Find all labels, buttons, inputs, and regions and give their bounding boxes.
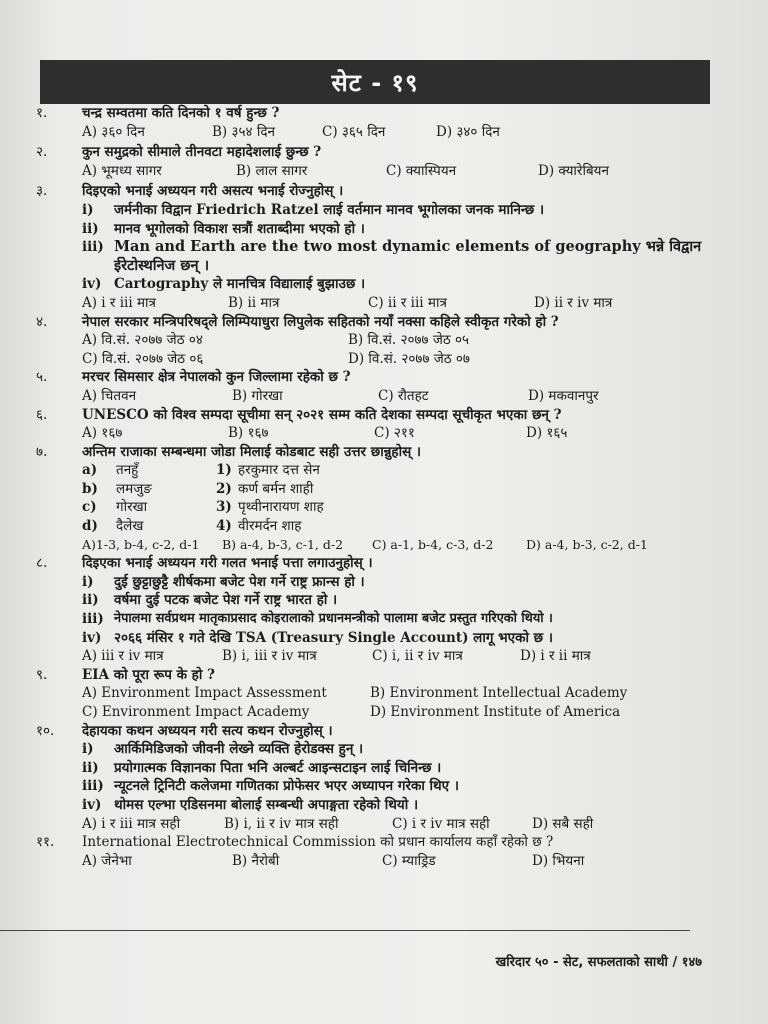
options-row <box>36 536 716 555</box>
options-row <box>36 703 716 722</box>
statement <box>36 220 716 239</box>
question-text: International Electrotechnical Commission को प्रधान कार्यालय कहाँ रहेको छ ? <box>82 834 554 851</box>
option-d: D) १६५ <box>526 425 568 442</box>
match-right-number: 3) <box>216 499 232 516</box>
match-right-value: हरकुमार दत्त सेन <box>238 462 320 479</box>
statement-number: iv) <box>82 796 102 813</box>
option-c: C) Environment Impact Academy <box>82 704 310 720</box>
option-b: B) i, iii र iv मात्र <box>222 648 317 665</box>
option-b: B) लाल सागर <box>236 162 308 179</box>
statement-text: मानव भूगोलको विकाश सत्रौं शताब्दीमा भएको हो । <box>114 220 365 237</box>
question-text: EIA को पूरा रूप के हो ? <box>82 666 215 683</box>
option-b: B) a-4, b-3, c-1, d-2 <box>222 536 344 552</box>
options-row <box>36 684 716 703</box>
question-4 <box>36 313 716 332</box>
statement-text: Man and Earth are the two most dynamic elements of geography भन्ने विद्वान ईरेटोस्थनिज छन् । <box>114 238 702 274</box>
option-b: B) i, ii र iv मात्र सही <box>224 815 339 832</box>
page-footer: खरिदार ५० - सेट, सफलताको साथी / १४७ <box>495 955 702 970</box>
question-10 <box>36 722 716 741</box>
question-number: ८. <box>36 555 48 572</box>
options-row <box>36 852 716 871</box>
match-left-value: दैलेख <box>116 518 144 535</box>
set-title: सेट - १९ <box>331 68 419 97</box>
question-list <box>36 104 716 870</box>
option-c: C) ३६५ दिन <box>322 123 386 140</box>
statement-number: iii) <box>82 778 104 795</box>
options-row <box>36 815 716 834</box>
statement-number: ii) <box>82 220 99 237</box>
match-left-label: d) <box>82 518 98 535</box>
match-left-label: b) <box>82 480 98 497</box>
match-right-number: 1) <box>216 462 232 479</box>
statement <box>36 777 716 796</box>
statement-text: Cartography ले मानचित्र विद्यालाई बुझाउछ । <box>114 276 366 293</box>
option-d: D) क्यारेबियन <box>538 162 609 179</box>
match-row <box>36 461 716 480</box>
option-b: B) नैरोबी <box>232 852 280 869</box>
options-row <box>36 387 716 406</box>
question-8 <box>36 554 716 573</box>
statement-text: २०६६ मंसिर १ गते देखि TSA (Treasury Single Account) लागू भएको छ । <box>114 629 553 646</box>
option-c: C) वि.सं. २०७७ जेठ ०६ <box>82 350 204 367</box>
question-number: ७. <box>36 443 48 460</box>
question-text: कुन समुद्रको सीमाले तीनवटा महादेशलाई छुन्छ ? <box>82 144 322 161</box>
question-number: ९. <box>36 666 48 683</box>
question-number: १०. <box>36 722 55 739</box>
statement-number: iii) <box>82 611 104 628</box>
question-text: मरचर सिमसार क्षेत्र नेपालको कुन जिल्लामा रहेको छ ? <box>82 369 351 386</box>
statement-number: i) <box>82 573 94 590</box>
statement <box>36 201 716 220</box>
option-a: A) i र iii मात्र <box>82 294 156 311</box>
question-number: ६. <box>36 406 48 423</box>
option-a: A) वि.सं. २०७७ जेठ ०४ <box>82 332 203 349</box>
option-d: D) i र ii मात्र <box>520 648 591 665</box>
option-a: A) Environment Impact Assessment <box>82 685 327 702</box>
option-d: D) वि.सं. २०७७ जेठ ०७ <box>348 350 470 367</box>
match-row <box>36 480 716 499</box>
option-d: D) ३४० दिन <box>436 123 500 140</box>
question-2 <box>36 143 716 162</box>
statement <box>36 629 716 648</box>
match-row <box>36 498 716 517</box>
options-row <box>36 123 716 142</box>
set-header <box>40 60 710 104</box>
option-c: C) रौतहट <box>378 387 429 404</box>
options-row <box>36 162 716 181</box>
question-text: दिइएको भनाई अध्ययन गरी असत्य भनाई रोज्नुहोस् । <box>82 183 344 200</box>
question-5 <box>36 368 716 387</box>
option-c: C) i, ii र iv मात्र <box>372 648 463 665</box>
question-text: चन्द्र सम्वतमा कति दिनको १ वर्ष हुन्छ ? <box>82 105 280 121</box>
statement <box>36 740 716 759</box>
option-d: D) ii र iv मात्र <box>534 294 613 311</box>
question-11 <box>36 833 716 852</box>
question-3 <box>36 182 716 201</box>
option-c: C) क्यास्पियन <box>386 162 457 179</box>
option-d: D) भियना <box>532 852 585 869</box>
question-text: अन्तिम राजाका सम्बन्धमा जोडा मिलाई कोडबाट सही उत्तर छान्नुहोस् । <box>82 443 422 460</box>
option-d: D) सबै सही <box>532 815 594 832</box>
statement-text: आर्किमिडिजको जीवनी लेख्ने व्यक्ति हेरोडक्स हुन् । <box>114 741 364 758</box>
option-a: A) भूमध्य सागर <box>82 162 162 179</box>
statement-text: प्रयोगात्मक विज्ञानका पिता भनि अल्बर्ट आइन्सटाइन लाई चिनिन्छ । <box>114 759 442 776</box>
statement-text: जर्मनीका विद्वान Friedrich Ratzel लाई वर्तमान मानव भूगोलका जनक मानिन्छ । <box>114 201 545 218</box>
match-right-number: 2) <box>216 480 232 497</box>
statement <box>36 591 716 610</box>
match-left-label: a) <box>82 462 98 479</box>
question-6 <box>36 406 716 425</box>
statement <box>36 238 716 275</box>
statement-text: नेपालमा सर्वप्रथम मातृकाप्रसाद कोइरालाको प्रधानमन्त्रीको पालामा बजेट प्रस्तुत गरिएको थियो । <box>114 611 553 627</box>
match-row <box>36 517 716 536</box>
match-left-value: तनहुँ <box>116 462 139 479</box>
match-right-value: पृथ्वीनारायण शाह <box>238 499 324 516</box>
option-b: B) Environment Intellectual Academy <box>370 685 628 702</box>
option-d: D) Environment Institute of America <box>370 704 621 720</box>
question-7 <box>36 443 716 462</box>
options-row <box>36 647 716 666</box>
statement <box>36 796 716 815</box>
option-b: B) वि.सं. २०७७ जेठ ०५ <box>348 332 470 349</box>
option-a: A) iii र iv मात्र <box>82 648 164 665</box>
question-text: नेपाल सरकार मन्त्रिपरिषद्ले लिम्पियाधुरा लिपुलेक सहितको नयाँ नक्सा कहिले स्वीकृत गरेको हो ? <box>82 313 559 330</box>
option-c: C) ii र iii मात्र <box>368 294 447 311</box>
statement <box>36 573 716 592</box>
statement <box>36 275 716 294</box>
options-row <box>36 350 716 369</box>
question-9 <box>36 666 716 685</box>
statement-number: ii) <box>82 759 99 776</box>
footer-divider <box>0 930 690 931</box>
option-c: C) i र iv मात्र सही <box>392 815 490 832</box>
statement-number: i) <box>82 201 94 218</box>
option-c: C) २११ <box>374 425 415 442</box>
statement-number: iii) <box>82 239 104 256</box>
match-right-number: 4) <box>216 518 232 535</box>
statement <box>36 759 716 778</box>
option-c: C) म्याड्रिड <box>382 852 436 869</box>
match-left-label: c) <box>82 499 97 516</box>
option-a: A) i र iii मात्र सही <box>82 815 181 832</box>
match-left-value: गोरखा <box>116 499 148 516</box>
match-right-value: वीरमर्दन शाह <box>238 518 302 535</box>
question-number: ३. <box>36 183 48 200</box>
option-d: D) a-4, b-3, c-2, d-1 <box>526 536 648 552</box>
option-a: A) चितवन <box>82 387 137 404</box>
statement-text: थोमस एल्भा एडिसनमा बोलाई सम्बन्धी अपाङ्गता रहेको थियो । <box>114 796 419 813</box>
question-text: UNESCO को विश्व सम्पदा सूचीमा सन् २०२१ सम्म कति देशका सम्पदा सूचीकृत भएका छन् ? <box>82 406 562 423</box>
question-1 <box>36 104 716 123</box>
statement-number: iv) <box>82 276 102 293</box>
option-d: D) मकवानपुर <box>528 387 599 404</box>
option-a: A)1-3, b-4, c-2, d-1 <box>82 536 200 552</box>
question-number: ११. <box>36 834 55 851</box>
options-row <box>36 294 716 313</box>
question-text: देहायका कथन अध्ययन गरी सत्य कथन रोज्नुहोस् । <box>82 722 333 739</box>
option-a: A) जेनेभा <box>82 852 132 869</box>
match-left-value: लमजुङ <box>116 480 152 497</box>
option-b: B) गोरखा <box>232 387 283 404</box>
statement-text: दुई छुट्टाछुट्टै शीर्षकमा बजेट पेश गर्ने राष्ट्र फ्रान्स हो । <box>114 573 365 590</box>
option-b: B) ii मात्र <box>228 294 280 311</box>
statement-text: न्यूटनले ट्रिनिटी कलेजमा गणितका प्रोफेसर भएर अध्यापन गरेका थिए । <box>114 778 459 795</box>
statement-number: ii) <box>82 592 99 609</box>
option-a: A) ३६० दिन <box>82 123 145 140</box>
question-number: ५. <box>36 369 48 386</box>
question-number: १. <box>36 105 48 121</box>
question-number: ४. <box>36 313 48 330</box>
option-b: B) १६७ <box>228 425 269 442</box>
question-number: २. <box>36 144 48 161</box>
option-c: C) a-1, b-4, c-3, d-2 <box>372 536 494 552</box>
statement-number: i) <box>82 741 94 758</box>
match-right-value: कर्ण बर्मन शाही <box>238 480 314 497</box>
options-row <box>36 424 716 443</box>
statement-text: वर्षमा दुई पटक बजेट पेश गर्ने राष्ट्र भारत हो । <box>114 592 338 609</box>
statement-number: iv) <box>82 629 102 646</box>
option-b: B) ३५४ दिन <box>212 123 275 140</box>
options-row <box>36 331 716 350</box>
statement <box>36 610 716 629</box>
question-text: दिइएका भनाई अध्ययन गरी गलत भनाई पत्ता लगाउनुहोस् । <box>82 555 373 572</box>
option-a: A) १६७ <box>82 425 123 442</box>
